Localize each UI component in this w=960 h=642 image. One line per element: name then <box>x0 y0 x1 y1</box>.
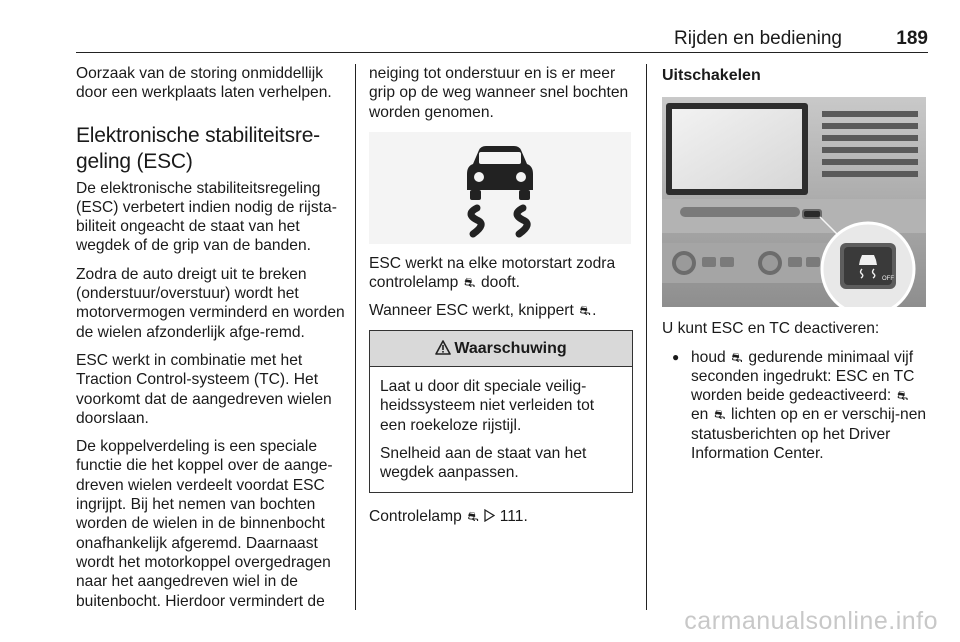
uitschakelen-heading: Uitschakelen <box>662 67 761 84</box>
bullet-dot: ● <box>672 349 680 364</box>
esc-lamp-icon: ⛐ <box>579 303 591 319</box>
intro-text: Oorzaak van de storing onmiddellijk door een werkplaats laten verhelpen. <box>76 65 332 102</box>
esc-car-skid-icon <box>369 132 631 244</box>
warning-triangle-icon <box>435 340 451 360</box>
warning-header <box>370 331 632 367</box>
esc-off-icon: ⛐ <box>714 407 726 423</box>
esc-heading: Elektronische stabiliteitsre-geling (ESC) <box>76 123 320 173</box>
warning-body <box>370 367 632 482</box>
warning-text: Laat u door dit speciale veilig-heidssysteem niet verleiden tot een roekeloze rijstijl. <box>380 378 595 434</box>
column-right <box>662 64 930 463</box>
warning-box <box>369 330 633 493</box>
esc-off-icon: ⛐ <box>731 349 743 365</box>
list-item: ● houd ⛐ gedurende minimaal vijf seconden ingedrukt: ESC en TC worden beide gedeactiveerd: ⛐ en ⛐ lichten op en er verschij-nen statusberichten op het Driver Information Center. <box>672 348 927 463</box>
column-middle <box>369 64 633 536</box>
esc-off-icon: ⛐ <box>896 388 909 404</box>
paragraph: De koppelverdeling is een speciale functie die het koppel over de aange-dreven wielen verdeelt voordat ESC ingrijpt. Bij het nemen van bochten worden de wielen in de binnenbocht onafhankelijk afgeremd. Daarnaast wordt het motorkoppel overgedragen naar het aangedreven wiel in de buitenbocht. Hierdoor vermindert de <box>76 438 333 610</box>
column-divider <box>646 64 647 610</box>
column-divider <box>355 64 356 610</box>
column-left <box>76 64 346 620</box>
dashboard-photo <box>662 97 926 307</box>
cross-reference: Controlelamp ⛐ 111. <box>369 507 633 527</box>
esc-symbol-illustration <box>369 132 631 244</box>
paragraph: Zodra de auto dreigt uit te breken (onderstuur/overstuur) wordt het motorvermogen verminderd en worden de wielen afzonderlijk afge-remd. <box>76 265 345 341</box>
paragraph: De elektronische stabiliteitsregeling (ESC) verbetert indien nodig de rijsta-biliteit ongeacht de staat van het wegdek of de grip van de banden. <box>76 179 337 255</box>
warning-text: Snelheid aan de staat van het wegdek aanpassen. <box>380 444 587 482</box>
off-button-label: OFF <box>882 276 894 283</box>
paragraph: Wanneer ESC werkt, knippert ⛐. <box>369 302 597 320</box>
warning-title: Waarschuwing <box>454 339 567 357</box>
paragraph: ESC werkt na elke motorstart zodra controlelamp ⛐ dooft. <box>369 254 616 292</box>
page-number: 189 <box>896 28 928 49</box>
esc-lamp-icon: ⛐ <box>464 275 476 291</box>
watermark: carmanualsonline.info <box>684 607 938 635</box>
paragraph: neiging tot onderstuur en is er meer grip op de weg wanneer snel bochten worden genomen. <box>369 65 629 121</box>
page-header <box>76 24 928 53</box>
esc-lamp-icon: ⛐ <box>467 508 479 524</box>
page-ref-arrow-icon <box>484 508 495 527</box>
paragraph: ESC werkt in combinatie met het Traction Control-systeem (TC). Het voorkomt dat de aangedreven wielen doorslaan. <box>76 351 332 427</box>
section-title: Rijden en bediening <box>674 28 842 49</box>
paragraph: U kunt ESC en TC deactiveren: <box>662 320 880 338</box>
